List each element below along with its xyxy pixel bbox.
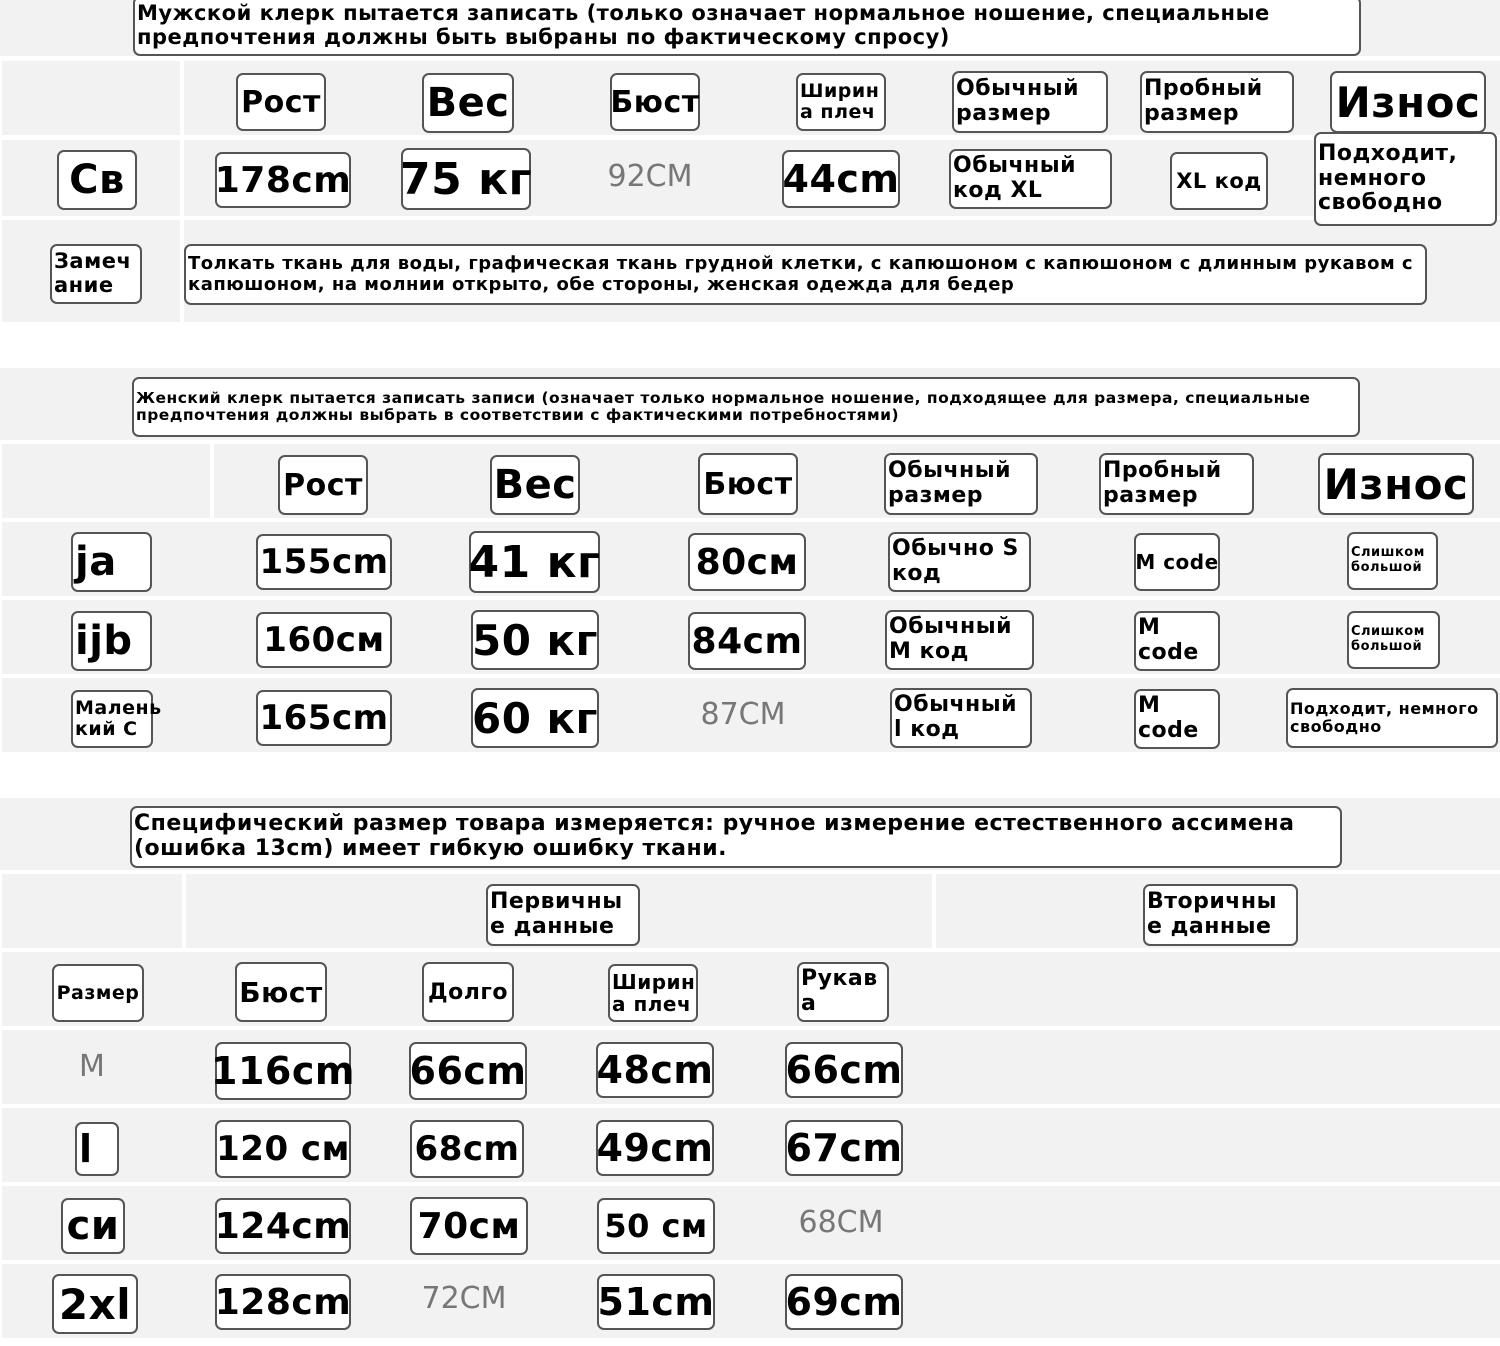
women-header-corner — [2, 444, 210, 518]
women-row-trial: M code — [1134, 689, 1220, 749]
product-row-sleeve: 66cm — [785, 1042, 903, 1098]
product-row-length: 68cm — [410, 1120, 524, 1178]
men-remark-text: Толкать ткань для воды, графическая ткань грудной клетки, с капюшоном с капюшоном с длинным рукавом с капюшоном, на молнии открыто, обе стороны, женская одежда для бедер — [184, 244, 1427, 305]
women-row-usual: Обычный l код — [890, 688, 1032, 748]
product-header-length: Долго — [422, 962, 514, 1022]
product-header-size: Размер — [52, 964, 144, 1022]
women-header-wear: Износ — [1318, 453, 1474, 515]
men-header-weight: Вес — [422, 73, 514, 133]
men-header-trial: Пробный размер — [1140, 71, 1294, 133]
product-row-sleeve: 67cm — [785, 1120, 903, 1176]
product-row-length: 66cm — [409, 1042, 527, 1100]
product-row-length: 70см — [410, 1197, 528, 1255]
women-row-wear: Слишком большой — [1347, 611, 1440, 669]
product-row-sleeve: 68CM — [798, 1204, 884, 1240]
men-row-shoulder: 44cm — [782, 150, 900, 208]
women-row-weight: 60 кг — [471, 688, 599, 748]
product-corner — [2, 874, 182, 948]
product-primary-label: Первичны е данные — [486, 884, 640, 946]
women-row-bust: 87CM — [700, 696, 786, 732]
women-row-bust: 80см — [688, 533, 806, 591]
product-row-shoulder: 51cm — [597, 1274, 715, 1330]
product-header-band — [2, 952, 1500, 1026]
product-row-shoulder: 49cm — [596, 1120, 714, 1176]
women-row-usual: Обычно S код — [888, 532, 1031, 592]
women-row-wear: Подходит, немного свободно — [1286, 688, 1498, 748]
product-row-size: си — [61, 1198, 125, 1254]
women-row-name: ijb — [71, 611, 152, 671]
men-remark-label: Замеч ание — [50, 244, 142, 304]
men-row-bust: 92CM — [607, 158, 693, 194]
women-header-weight: Вес — [490, 455, 580, 515]
product-row-sleeve: 69cm — [785, 1274, 903, 1330]
men-row-trial: XL код — [1170, 152, 1268, 210]
men-row-height: 178cm — [215, 152, 351, 208]
women-row-weight: 50 кг — [471, 610, 599, 670]
men-header-height: Рост — [236, 73, 326, 131]
product-row-bust: 120 см — [215, 1120, 351, 1178]
women-row-usual: Обычный M код — [885, 610, 1034, 670]
product-secondary-label: Вторичны е данные — [1143, 884, 1298, 946]
men-header-usual: Обычный размер — [952, 71, 1108, 133]
women-row-height: 155cm — [256, 534, 392, 590]
men-header-bust: Бюст — [610, 73, 700, 131]
product-row-size: l — [75, 1122, 119, 1176]
women-row-bust: 84cm — [688, 612, 806, 670]
women-row-name: ja — [71, 532, 152, 592]
product-row-size: 2xl — [52, 1274, 138, 1334]
women-row-trial: M code — [1134, 611, 1220, 671]
men-row-wear: Подходит, немного свободно — [1314, 132, 1497, 226]
women-row-wear: Слишком большой — [1347, 532, 1438, 590]
product-note: Специфический размер товара измеряется: ручное измерение естественного ассимена (ошибка 13cm) имеет гибкую ошибку ткани. — [130, 806, 1342, 868]
men-row-usual: Обычный код XL — [949, 149, 1112, 209]
product-row-shoulder: 48cm — [596, 1042, 714, 1098]
product-row-shoulder: 50 см — [597, 1198, 715, 1254]
product-header-bust: Бюст — [235, 962, 327, 1022]
product-row-bust: 128cm — [215, 1274, 351, 1330]
women-row-height: 160см — [256, 612, 392, 668]
product-row-length: 72CM — [421, 1280, 507, 1316]
women-header-bust: Бюст — [698, 453, 798, 515]
product-row-bust: 124cm — [215, 1198, 351, 1254]
women-header-trial: Пробный размер — [1099, 453, 1254, 515]
women-header-height: Рост — [278, 455, 368, 515]
women-row-weight: 41 кг — [469, 531, 600, 593]
men-header-shoulder: Ширин а плеч — [796, 73, 886, 131]
men-note: Мужской клерк пытается записать (только означает нормальное ношение, специальные предпочтения должны быть выбраны по фактическому спросу) — [133, 0, 1361, 56]
women-note: Женский клерк пытается записать записи (означает только нормальное ношение, подходящее для размера, специальные предпочтения должны выбрать в соответствии с фактическими потребностями) — [132, 377, 1360, 437]
women-row-trial: M code — [1134, 533, 1220, 591]
product-row-size: M — [79, 1048, 105, 1084]
men-header-corner — [2, 61, 180, 135]
women-row-name: Малень кий C — [71, 690, 153, 748]
men-row-weight: 75 кг — [401, 148, 531, 210]
men-row-name: Св — [57, 150, 137, 210]
product-header-sleeve: Рукав а — [797, 962, 889, 1022]
product-row-bust: 116cm — [215, 1042, 351, 1100]
women-header-band — [214, 444, 1500, 518]
women-row-height: 165cm — [256, 690, 392, 746]
women-header-usual: Обычный размер — [884, 453, 1038, 515]
product-header-shoulder: Ширин а плеч — [608, 964, 698, 1022]
men-header-wear: Износ — [1330, 71, 1486, 133]
